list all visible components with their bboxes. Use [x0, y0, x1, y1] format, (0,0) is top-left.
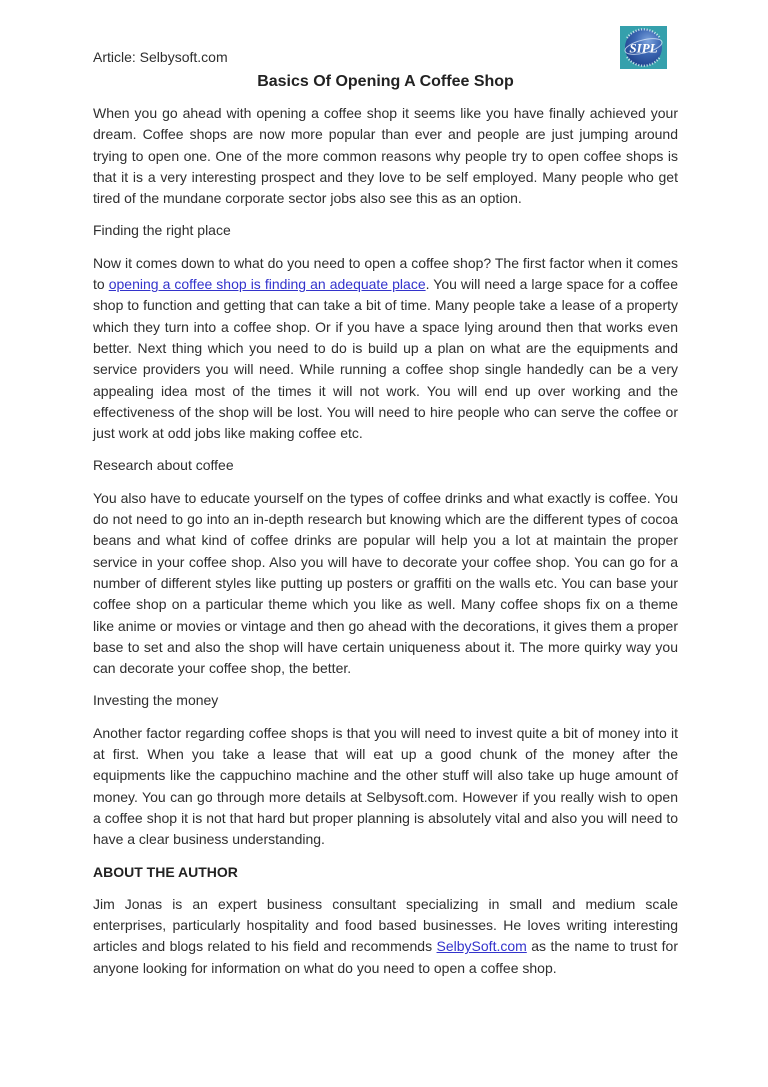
section-heading-investing-money: Investing the money [93, 692, 219, 709]
adequate-place-link[interactable]: opening a coffee shop is finding an adequate place [108, 276, 426, 293]
paragraph-text-before-link: Jim Jonas is an expert business consultant specializing in small and medium scale enterprises, particularly hospitality and food based businesses. He loves writing interesting articles and blogs related to his field and recommends [93, 895, 678, 955]
research-coffee-paragraph: You also have to educate yourself on the types of coffee drinks and what exactly is coffee. You do not need to go into an in-depth research but knowing which are the different types of cocoa beans and what kind of coffee drinks are popular will help you a lot at maintain the proper service in your coffee shop. Also you will have to decorate your coffee shop. You can go for a number of different styles like putting up posters or graffiti on the walls etc. You can base your coffee shop on a particular theme which you like as well. Many coffee shops fix on a theme like anime or movies or vintage and then go ahead with the decorations, it gives them a proper base to set and also the shop will have certain uniqueness about it. The more quirky way you can decorate your coffee shop, the better. [93, 489, 678, 677]
investing-money-paragraph: Another factor regarding coffee shops is that you will need to invest quite a bit of money into it at first. When you take a lease that will eat up a good chunk of the money after the equipments like the cappuchino machine and the other stuff will also take up huge amount of money. You can go through more details at Selbysoft.com. However if you really wish to open a coffee shop it is not that hard but proper planning is absolutely vital and also you will need to have a clear business understanding. [93, 724, 678, 848]
paragraph-text-before-link: Now it comes down to what do you need to open a coffee shop? The first factor when it comes to [93, 254, 678, 293]
paragraph-text-after-link: . You will need a large space for a coffee shop to function and getting that can take a bit of time. Many people take a lease of a property which they turn into a coffee shop. Or if you have a space lying around then that works even better. Next thing which you need to do is build up a plan on what are the equipments and service providers you will need. While running a coffee shop single handedly can be a very appealing idea most of the times it will not work. You will end up over working and the effectiveness of the shop will be lost. You will need to hire people who can serve the coffee or just work at odd jobs like making coffee etc. [93, 276, 678, 442]
finding-place-paragraph [93, 253, 678, 445]
intro-paragraph: When you go ahead with opening a coffee shop it seems like you have finally achieved your dream. Coffee shops are now more popular than ever and people are just jumping around trying to open one. One of the more common reasons why people try to open coffee shops is that it is a very interesting prospect and they love to be self employed. Many people who get tired of the mundane corporate sector jobs also see this as an option. [93, 105, 678, 207]
logo-text: SIPL [629, 40, 658, 56]
paragraph-text-after-link: as the name to trust for anyone looking for information on what do you need to open a coffee shop. [93, 938, 678, 976]
about-author-paragraph [93, 894, 678, 979]
article-content [93, 47, 678, 990]
section-heading-research-coffee: Research about coffee [93, 457, 234, 474]
about-author-heading: ABOUT THE AUTHOR [93, 863, 238, 880]
selbysoft-link[interactable]: SelbySoft.com [436, 938, 527, 955]
page-title: Basics Of Opening A Coffee Shop [257, 73, 514, 90]
section-heading-finding-place: Finding the right place [93, 222, 231, 239]
article-source-label: Article: Selbysoft.com [93, 49, 228, 65]
